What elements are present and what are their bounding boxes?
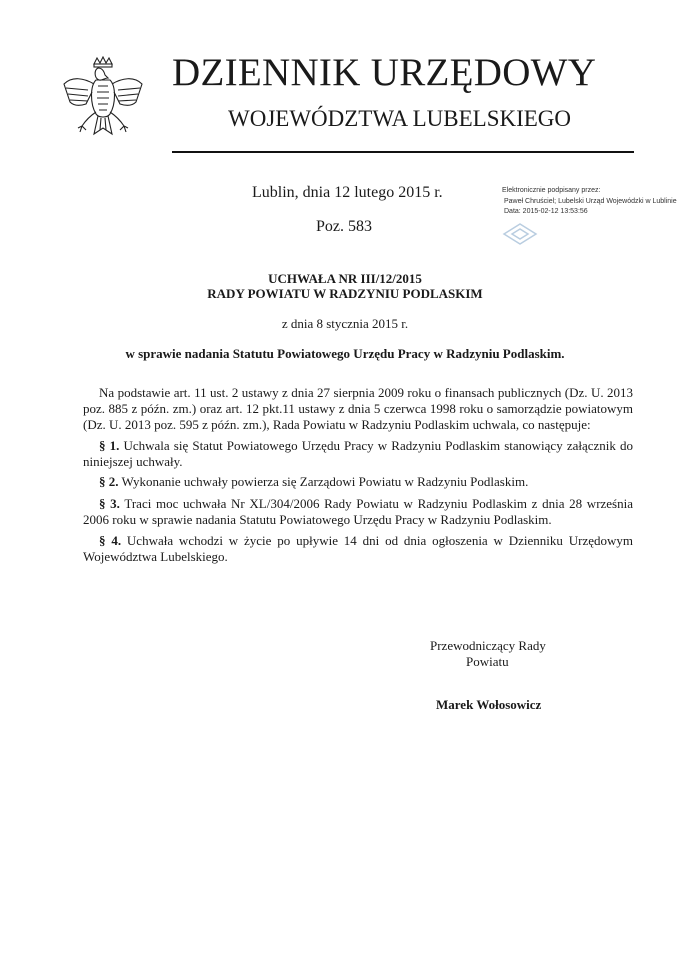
section-4-paragraph	[83, 533, 633, 565]
legal-basis-paragraph: Na podstawie art. 11 ust. 2 ustawy z dnia 27 sierpnia 2009 roku o finansach publicznych (Dz. U. 2013 poz. 885 z późn. zm.) oraz art. 12 pkt.11 ustawy z dnia 5 czerwca 1998 roku o samorządzie powiatowym (Dz. U. 2013 poz. 595 z późn. zm.), Rada Powiatu w Radzyniu Podlaskim uchwala, co następuje:	[83, 385, 633, 432]
section-1-paragraph	[83, 438, 633, 470]
section-mark: § 2.	[99, 474, 119, 489]
section-2-paragraph	[83, 474, 633, 490]
signature-signer: Paweł Chruściel; Lubelski Urząd Wojewódzki w Lublinie	[504, 197, 677, 205]
publication-position: Poz. 583	[316, 218, 372, 235]
header-divider	[172, 151, 634, 153]
publication-date: Lublin, dnia 12 lutego 2015 r.	[252, 184, 443, 201]
section-3-paragraph	[83, 496, 633, 528]
section-text: Wykonanie uchwały powierza się Zarządowi Powiatu w Radzyniu Podlaskim.	[118, 474, 529, 489]
signatory-role-line2: Powiatu	[466, 654, 509, 669]
signatory-role-line1: Przewodniczący Rady	[430, 638, 546, 653]
resolution-subject: w sprawie nadania Statutu Powiatowego Urzędu Pracy w Radzyniu Podlaskim.	[125, 346, 565, 361]
section-mark: § 4.	[99, 533, 122, 548]
electronic-signature-box	[502, 186, 682, 218]
signature-date: Data: 2015-02-12 13:53:56	[504, 208, 588, 215]
signature-label: Elektronicznie podpisany przez:	[502, 187, 601, 194]
white-eagle-emblem-icon	[58, 56, 148, 156]
section-mark: § 3.	[99, 496, 120, 511]
section-text: Uchwała wchodzi w życie po upływie 14 dni od dnia ogłoszenia w Dzienniku Urzędowym Województwa Lubelskiego.	[83, 533, 633, 564]
resolution-date: z dnia 8 stycznia 2015 r.	[281, 316, 409, 331]
resolution-council: RADY POWIATU W RADZYNIU PODLASKIM	[207, 286, 483, 301]
signatory-name: Marek Wołosowicz	[436, 697, 542, 712]
journal-title: DZIENNIK URZĘDOWY	[172, 51, 597, 94]
signature-verified-icon	[500, 220, 540, 248]
section-text: Uchwala się Statut Powiatowego Urzędu Pracy w Radzyniu Podlaskim stanowiący załącznik do niniejszej uchwały.	[83, 438, 634, 469]
resolution-number: UCHWAŁA NR III/12/2015	[268, 271, 422, 286]
journal-subtitle: WOJEWÓDZTWA LUBELSKIEGO	[228, 106, 572, 131]
section-mark: § 1.	[99, 438, 120, 453]
section-text: Traci moc uchwała Nr XL/304/2006 Rady Powiatu w Radzyniu Podlaskim z dnia 28 września 2006 roku w sprawie nadania Statutu Powiatowego Urzędu Pracy w Radzyniu Podlaskim.	[83, 496, 633, 527]
